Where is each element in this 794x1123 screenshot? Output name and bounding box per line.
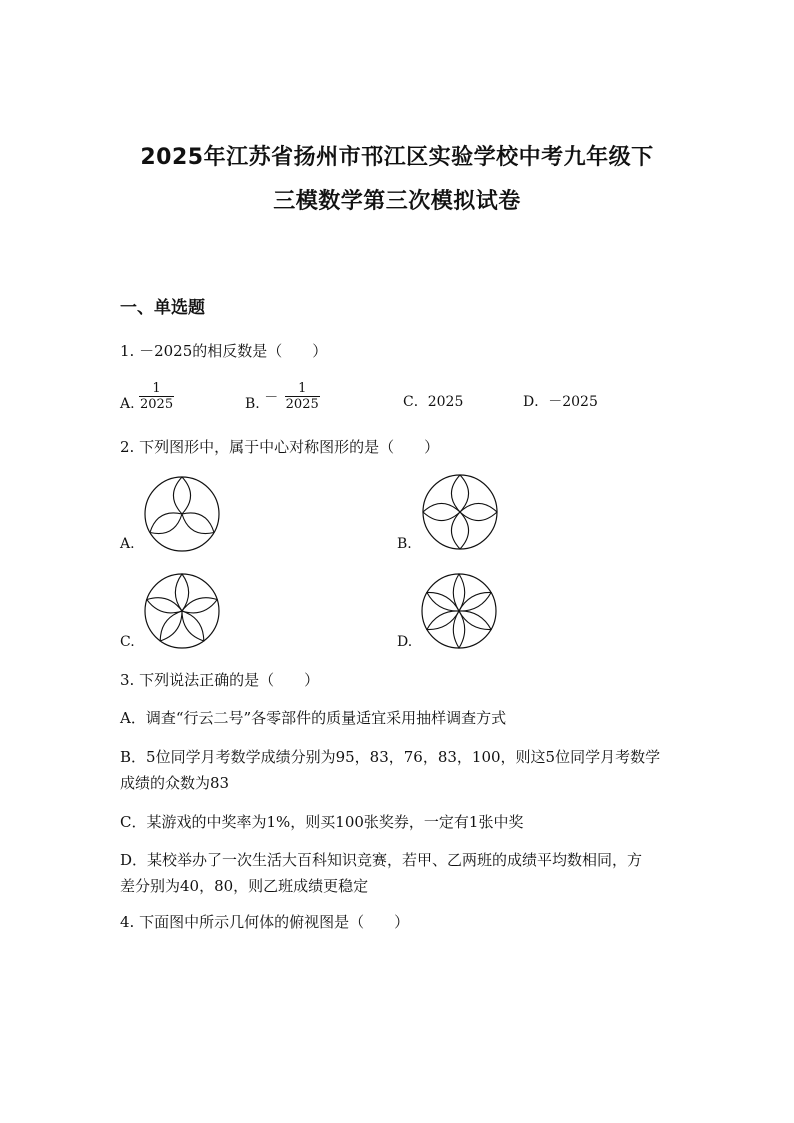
q3-option-a: A．调查“行云二号”各零部件的质量适宜采用抽样调查方式: [120, 709, 507, 727]
q3-option-d-line-1: D．某校举办了一次生活大百科知识竞赛，若甲、乙两班的成绩平均数相同，方: [120, 851, 643, 869]
question-1-stem: 1. －2025的相反数是（ ）: [120, 342, 328, 360]
q1-option-c-text: 2025: [427, 394, 464, 410]
q3-option-c: C．某游戏的中奖率为1%，则买100张奖券，一定有1张中奖: [120, 813, 524, 831]
q1-option-b-fraction: [285, 381, 320, 412]
q3-option-b-line-1: B．5位同学月考数学成绩分别为95，83，76，83，100，则这5位同学月考数学: [120, 748, 661, 766]
question-4-stem: 4. 下面图中所示几何体的俯视图是（ ）: [120, 913, 410, 931]
q2-option-c-label: C.: [120, 634, 135, 650]
five-petal-rosette-figure: [142, 571, 222, 651]
petal: [423, 503, 460, 520]
section-heading: 一、单选题: [120, 298, 205, 318]
q1-option-a-numerator: 1: [139, 381, 174, 397]
question-2-stem: 2. 下列图形中，属于中心对称图形的是（ ）: [120, 438, 440, 456]
title-line-1: 2025年江苏省扬州市邗江区实验学校中考九年级下: [140, 145, 654, 170]
q1-option-c-label: C．: [403, 394, 428, 410]
petal: [451, 475, 468, 512]
q1-option-b-label: B.: [245, 396, 260, 412]
q1-option-c: [403, 391, 463, 411]
petal: [150, 513, 182, 534]
petal: [173, 477, 190, 514]
petal: [451, 512, 468, 549]
q1-option-d-label: D．: [523, 394, 549, 410]
q1-option-b: [245, 381, 320, 412]
title-line-2: 三模数学第三次模拟试卷: [273, 189, 521, 214]
q1-option-b-denominator: 2025: [285, 397, 319, 412]
q1-option-a-label: A.: [120, 396, 135, 412]
petal: [182, 611, 204, 641]
q1-option-b-numerator: 1: [285, 381, 320, 397]
q2-option-d-label: D.: [397, 634, 413, 650]
q1-option-b-sign: －: [264, 389, 279, 406]
four-petal-rosette-figure: [420, 472, 500, 552]
petal: [460, 503, 497, 520]
q1-option-d: [523, 391, 598, 411]
q3-option-d-line-2: 差分别为40，80，则乙班成绩更稳定: [120, 877, 369, 895]
q3-option-b-line-2: 成绩的众数为83: [120, 774, 230, 792]
q1-option-a-denominator: 2025: [140, 397, 174, 412]
three-petal-rosette-figure: [142, 474, 222, 554]
q1-option-d-text: －2025: [548, 394, 598, 410]
question-3-stem: 3. 下列说法正确的是（ ）: [120, 671, 320, 689]
q2-option-b-label: B.: [397, 536, 412, 552]
six-petal-rosette-figure: [419, 571, 499, 651]
q2-option-a-label: A.: [120, 536, 135, 552]
petal: [160, 611, 182, 641]
q1-option-a-fraction: [139, 381, 174, 412]
petal: [182, 513, 214, 534]
q1-option-a: [120, 381, 174, 412]
